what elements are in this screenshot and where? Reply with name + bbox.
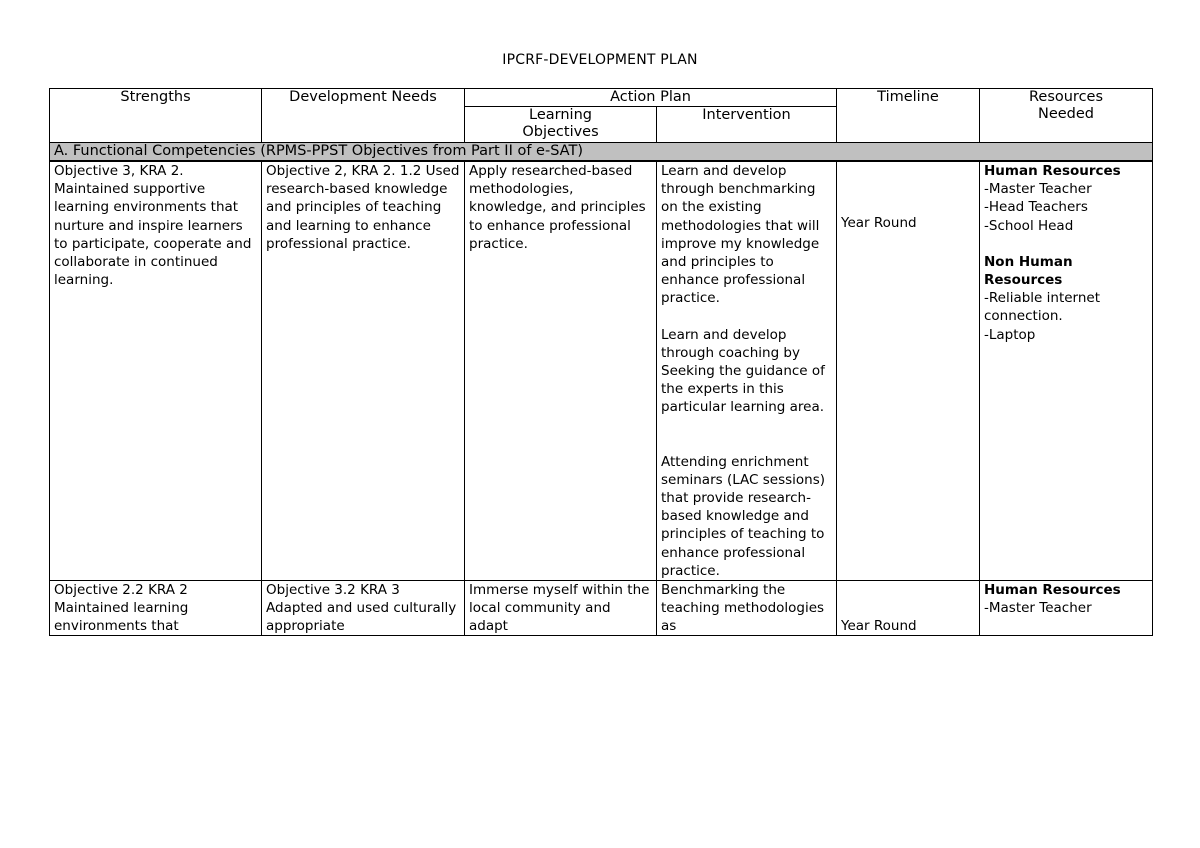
intervention-text-2: Learn and develop through coaching by Seeking the guidance of the experts in this particular learning area. [661,326,825,416]
intervention-text-1: Learn and develop through benchmarking on the existing methodologies that will improve my knowledge and principles to enhance professional practice. [661,163,820,307]
header-action-plan: Action Plan [465,89,837,107]
table-row [50,161,1153,581]
learning-objective-text: Immerse myself within the local community and adapt [469,582,650,635]
strength-text: Objective 2.2 KRA 2 Maintained learning environments that [54,582,189,635]
resource-item: -Master Teacher [984,600,1092,617]
table-row [50,581,1153,636]
learning-objective-text: Apply researched-based methodologies, knowledge, and principles to enhance professional practice. [469,163,646,252]
human-resources-label: Human Resources [984,582,1121,599]
human-resources-label: Human Resources [984,163,1121,179]
resource-item: -Head Teachers [984,199,1088,216]
section-functional-competencies: A. Functional Competencies (RPMS-PPST Objectives from Part II of e-SAT) [50,143,1153,162]
resource-item: -Laptop [984,326,1036,343]
non-human-resources-label: Non Human Resources [984,253,1073,289]
intervention-text-3: Attending enrichment seminars (LAC sessions) that provide research-based knowledge and principles of teaching to enhance professional practice. [661,453,826,579]
document-title: IPCRF-DEVELOPMENT PLAN [502,52,698,68]
header-strengths: Strengths [50,89,262,143]
timeline-text: Year Round [841,215,917,231]
development-need-text: Objective 2, KRA 2. 1.2 Used research-based knowledge and principles of teaching and learning to enhance professional practice. [266,163,460,252]
header-timeline: Timeline [837,89,980,143]
development-need-text: Objective 3.2 KRA 3 Adapted and used culturally appropriate [266,582,457,635]
header-intervention: Intervention [657,107,837,143]
header-resources-needed: Resources Needed [980,89,1153,143]
intervention-text-1: Benchmarking the teaching methodologies as [661,582,825,635]
resource-item: -Reliable internet connection. [984,290,1101,325]
header-development-needs: Development Needs [262,89,465,143]
timeline-text: Year Round [841,617,917,634]
resource-item: -Master Teacher [984,181,1092,198]
development-plan-table [49,88,1153,636]
strength-text: Objective 3, KRA 2. Maintained supportive learning environments that nurture and inspire learners to participate, cooperate and collaborate in continued learning. [54,163,252,289]
resource-item: -School Head [984,217,1074,234]
header-learning-objectives: Learning Objectives [465,107,657,143]
